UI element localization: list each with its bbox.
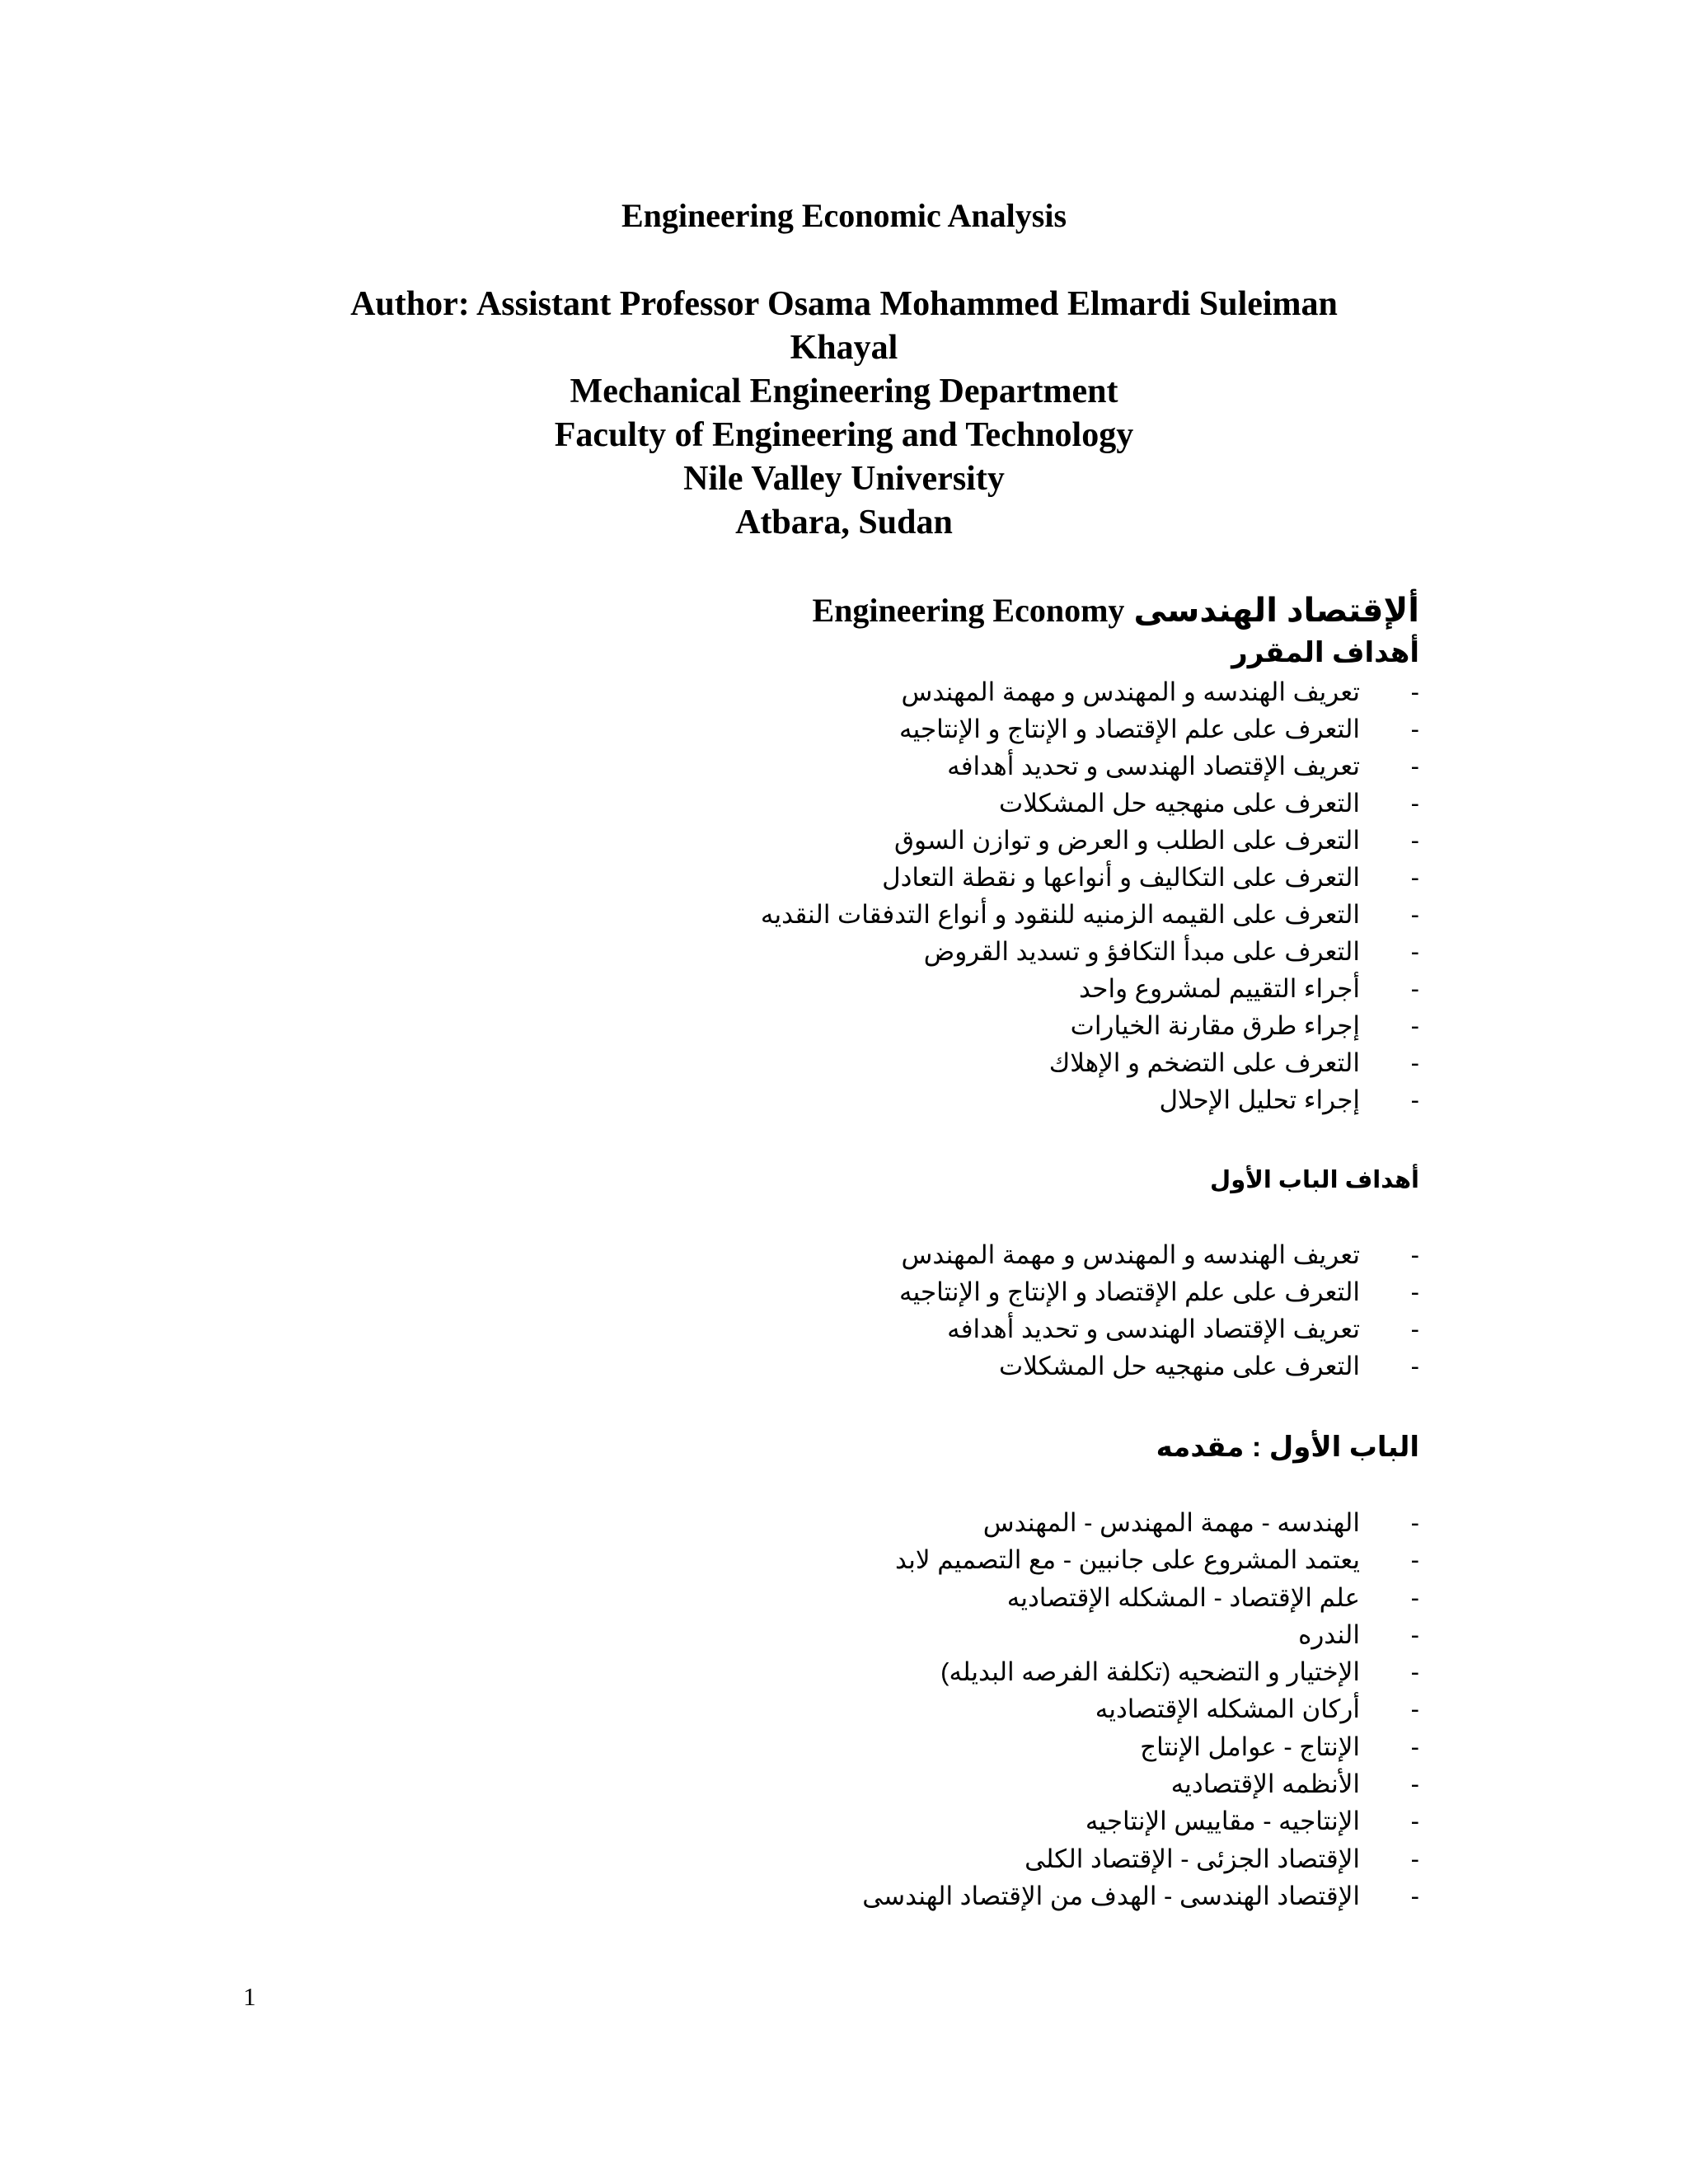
list-item	[899, 1347, 1419, 1385]
list-marker: -	[1410, 1582, 1419, 1612]
list-marker: -	[1410, 863, 1419, 892]
heading-arabic: ألإقتصاد الهندسى	[1133, 593, 1419, 629]
list-item	[761, 970, 1419, 1007]
list-item	[862, 1653, 1419, 1690]
list-item-text: أجراء التقييم لمشروع واحد	[1079, 974, 1360, 1003]
location-line: Atbara, Sudan	[735, 504, 953, 541]
author-line: Khayal	[790, 329, 898, 367]
course-goals-heading: أهداف المقرر	[1231, 637, 1419, 668]
list-item-text: تعريف الهندسه و المهندس و مهمة المهندس	[901, 1240, 1360, 1269]
list-marker: -	[1410, 937, 1419, 966]
list-item-text: التعرف على علم الإقتصاد و الإنتاج و الإنتاجيه	[898, 715, 1360, 743]
list-marker: -	[1410, 826, 1419, 855]
list-item-text: يعتمد المشروع على جانبين - مع التصميم لابد	[895, 1545, 1360, 1575]
list-marker: -	[1410, 789, 1419, 818]
list-marker: -	[1410, 900, 1419, 929]
list-marker: -	[1410, 1048, 1419, 1077]
list-marker: -	[1410, 1657, 1419, 1687]
list-item-text: الندره	[1298, 1619, 1360, 1649]
list-item-text: التعرف على مبدأ التكافؤ و تسديد القروض	[923, 937, 1360, 966]
heading-english: Engineering Economy	[812, 592, 1125, 629]
list-item	[761, 748, 1419, 785]
list-item	[761, 933, 1419, 970]
list-item	[862, 1765, 1419, 1802]
list-item	[761, 1081, 1419, 1118]
list-item-text: الهندسه - مهمة المهندس - المهندس	[982, 1508, 1360, 1537]
list-item	[761, 1044, 1419, 1081]
list-item	[862, 1877, 1419, 1915]
list-item	[862, 1504, 1419, 1541]
list-item-text: إجراء تحليل الإحلال	[1159, 1085, 1360, 1114]
list-item	[899, 1273, 1419, 1310]
list-marker: -	[1410, 1844, 1419, 1873]
page-number: 1	[243, 1982, 256, 2011]
list-item-text: الإنتاج - عوامل الإنتاج	[1140, 1732, 1360, 1761]
list-marker: -	[1410, 1881, 1419, 1910]
list-item	[862, 1840, 1419, 1877]
list-item-text: التعرف على منهجيه حل المشكلات	[999, 1352, 1360, 1380]
chapter1-goals-heading: أهداف الباب الأول	[1210, 1167, 1419, 1193]
list-item	[862, 1728, 1419, 1765]
list-marker: -	[1410, 1011, 1419, 1040]
list-item-text: تعريف الإقتصاد الهندسى و تحديد أهدافه	[947, 1315, 1360, 1343]
list-marker: -	[1410, 1769, 1419, 1799]
list-marker: -	[1410, 1085, 1419, 1114]
list-item-text: التعرف على منهجيه حل المشكلات	[999, 789, 1360, 818]
list-marker: -	[1410, 1240, 1419, 1269]
author-block	[0, 283, 1688, 545]
list-marker: -	[1410, 1508, 1419, 1537]
list-item-text: التعرف على التضخم و الإهلاك	[1048, 1048, 1360, 1077]
list-item-text: التعرف على الطلب و العرض و توازن السوق	[894, 826, 1360, 855]
faculty-line: Faculty of Engineering and Technology	[554, 416, 1134, 454]
list-item	[761, 673, 1419, 710]
university-line: Nile Valley University	[683, 460, 1005, 498]
department-line: Mechanical Engineering Department	[570, 373, 1118, 410]
list-item-text: الإختيار و التضحيه (تكلفة الفرصه البديله)	[940, 1657, 1360, 1687]
list-item	[862, 1690, 1419, 1727]
list-item-text: الإقتصاد الجزئى - الإقتصاد الكلى	[1025, 1844, 1360, 1873]
list-marker: -	[1410, 1732, 1419, 1761]
list-item	[899, 1236, 1419, 1273]
list-marker: -	[1410, 1619, 1419, 1649]
list-marker: -	[1410, 1315, 1419, 1343]
list-item-text: إجراء طرق مقارنة الخيارات	[1070, 1011, 1360, 1040]
list-marker: -	[1410, 974, 1419, 1003]
engineering-economy-heading	[813, 589, 1420, 632]
list-item	[761, 859, 1419, 896]
list-item	[761, 785, 1419, 822]
list-item	[761, 822, 1419, 859]
author-line: Author: Assistant Professor Osama Mohammed Elmardi Suleiman	[350, 285, 1338, 323]
list-item	[862, 1579, 1419, 1616]
chapter1-goals-list	[899, 1236, 1419, 1385]
list-item-text: التعرف على التكاليف و أنواعها و نقطة التعادل	[882, 863, 1360, 892]
list-item-text: تعريف الإقتصاد الهندسى و تحديد أهدافه	[947, 752, 1360, 780]
list-marker: -	[1410, 1694, 1419, 1724]
chapter1-topics-list	[862, 1504, 1419, 1915]
chapter1-title: الباب الأول : مقدمه	[1156, 1432, 1419, 1463]
list-marker: -	[1410, 1277, 1419, 1306]
list-item-text: الإقتصاد الهندسى - الهدف من الإقتصاد الهندسى	[862, 1881, 1360, 1910]
list-item-text: أركان المشكله الإقتصاديه	[1095, 1694, 1360, 1724]
list-item-text: علم الإقتصاد - المشكله الإقتصاديه	[1006, 1582, 1360, 1612]
list-marker: -	[1410, 1545, 1419, 1575]
list-marker: -	[1410, 752, 1419, 780]
list-marker: -	[1410, 715, 1419, 743]
list-item-text: تعريف الهندسه و المهندس و مهمة المهندس	[901, 677, 1360, 706]
list-item	[862, 1802, 1419, 1840]
list-item	[761, 1007, 1419, 1044]
document-title: Engineering Economic Analysis	[621, 197, 1067, 234]
course-goals-list	[761, 673, 1419, 1118]
list-item-text: التعرف على القيمه الزمنيه للنقود و أنواع التدفقات النقديه	[760, 900, 1360, 929]
list-item	[862, 1616, 1419, 1653]
list-item-text: الأنظمه الإقتصاديه	[1170, 1769, 1360, 1799]
list-item-text: التعرف على علم الإقتصاد و الإنتاج و الإنتاجيه	[898, 1277, 1360, 1306]
list-item	[761, 896, 1419, 933]
list-item	[862, 1541, 1419, 1578]
list-item	[761, 710, 1419, 748]
list-marker: -	[1410, 1807, 1419, 1836]
list-marker: -	[1410, 1352, 1419, 1380]
list-item-text: الإنتاجيه - مقاييس الإنتاجيه	[1085, 1807, 1360, 1836]
list-marker: -	[1410, 677, 1419, 706]
list-item	[899, 1310, 1419, 1347]
